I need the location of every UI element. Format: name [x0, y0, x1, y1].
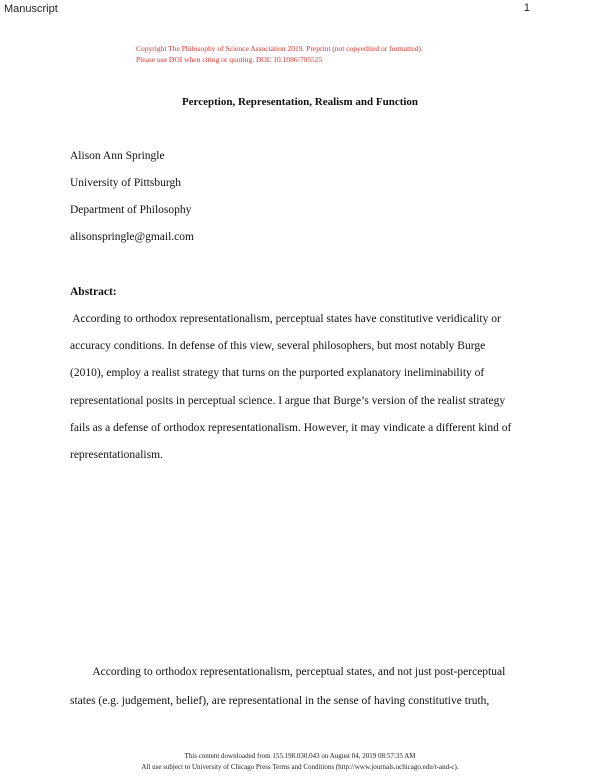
body-line: According to orthodox representationalism, perceptual states, and not just post-perceptual: [70, 666, 506, 678]
author-affiliation: University of Pittsburgh: [70, 177, 181, 189]
paper-title: Perception, Representation, Realism and Function: [181, 96, 419, 108]
abstract-line: According to orthodox representationalism, perceptual states have constitutive veridicality or: [70, 313, 501, 325]
abstract-body: [70, 306, 540, 469]
manuscript-label: Manuscript: [4, 3, 58, 15]
download-notice: This content downloaded from 155.198.030.043 on August 04, 2019 08:57:35 AM: [184, 752, 416, 760]
author-name: Alison Ann Springle: [70, 150, 165, 162]
copyright-line: Please use DOI when citing or quoting. DOI: 10.1086/705525: [136, 54, 323, 64]
abstract-line: representationalism.: [70, 449, 163, 462]
body-line: states (e.g. judgement, belief), are representational in the sense of having constitutive truth,: [70, 695, 490, 707]
abstract-line: (2010), employ a realist strategy that turns on the purported explanatory ineliminability of: [70, 367, 485, 380]
page-number: 1: [523, 2, 530, 14]
abstract-line: accuracy conditions. In defense of this view, several philosophers, but most notably Burge: [70, 340, 486, 353]
abstract-line: fails as a defense of orthodox representationalism. However, it may vindicate a different kind of: [70, 421, 512, 434]
copyright-notice: [136, 44, 423, 65]
author-department: Department of Philosophy: [70, 204, 192, 216]
abstract-line: representational posits in perceptual science. I argue that Burge’s version of the realist strategy: [70, 394, 506, 407]
body-paragraph: [70, 658, 540, 716]
abstract-heading: Abstract:: [70, 286, 117, 298]
copyright-line: Copyright The Philosophy of Science Association 2019. Preprint (not copyedited or formatted).: [136, 44, 423, 53]
author-email: alisonspringle@gmail.com: [70, 231, 194, 243]
terms-notice: All use subject to University of Chicago Press Terms and Conditions (http://www.journals.uchicago.edu/t-and-c).: [141, 763, 459, 771]
